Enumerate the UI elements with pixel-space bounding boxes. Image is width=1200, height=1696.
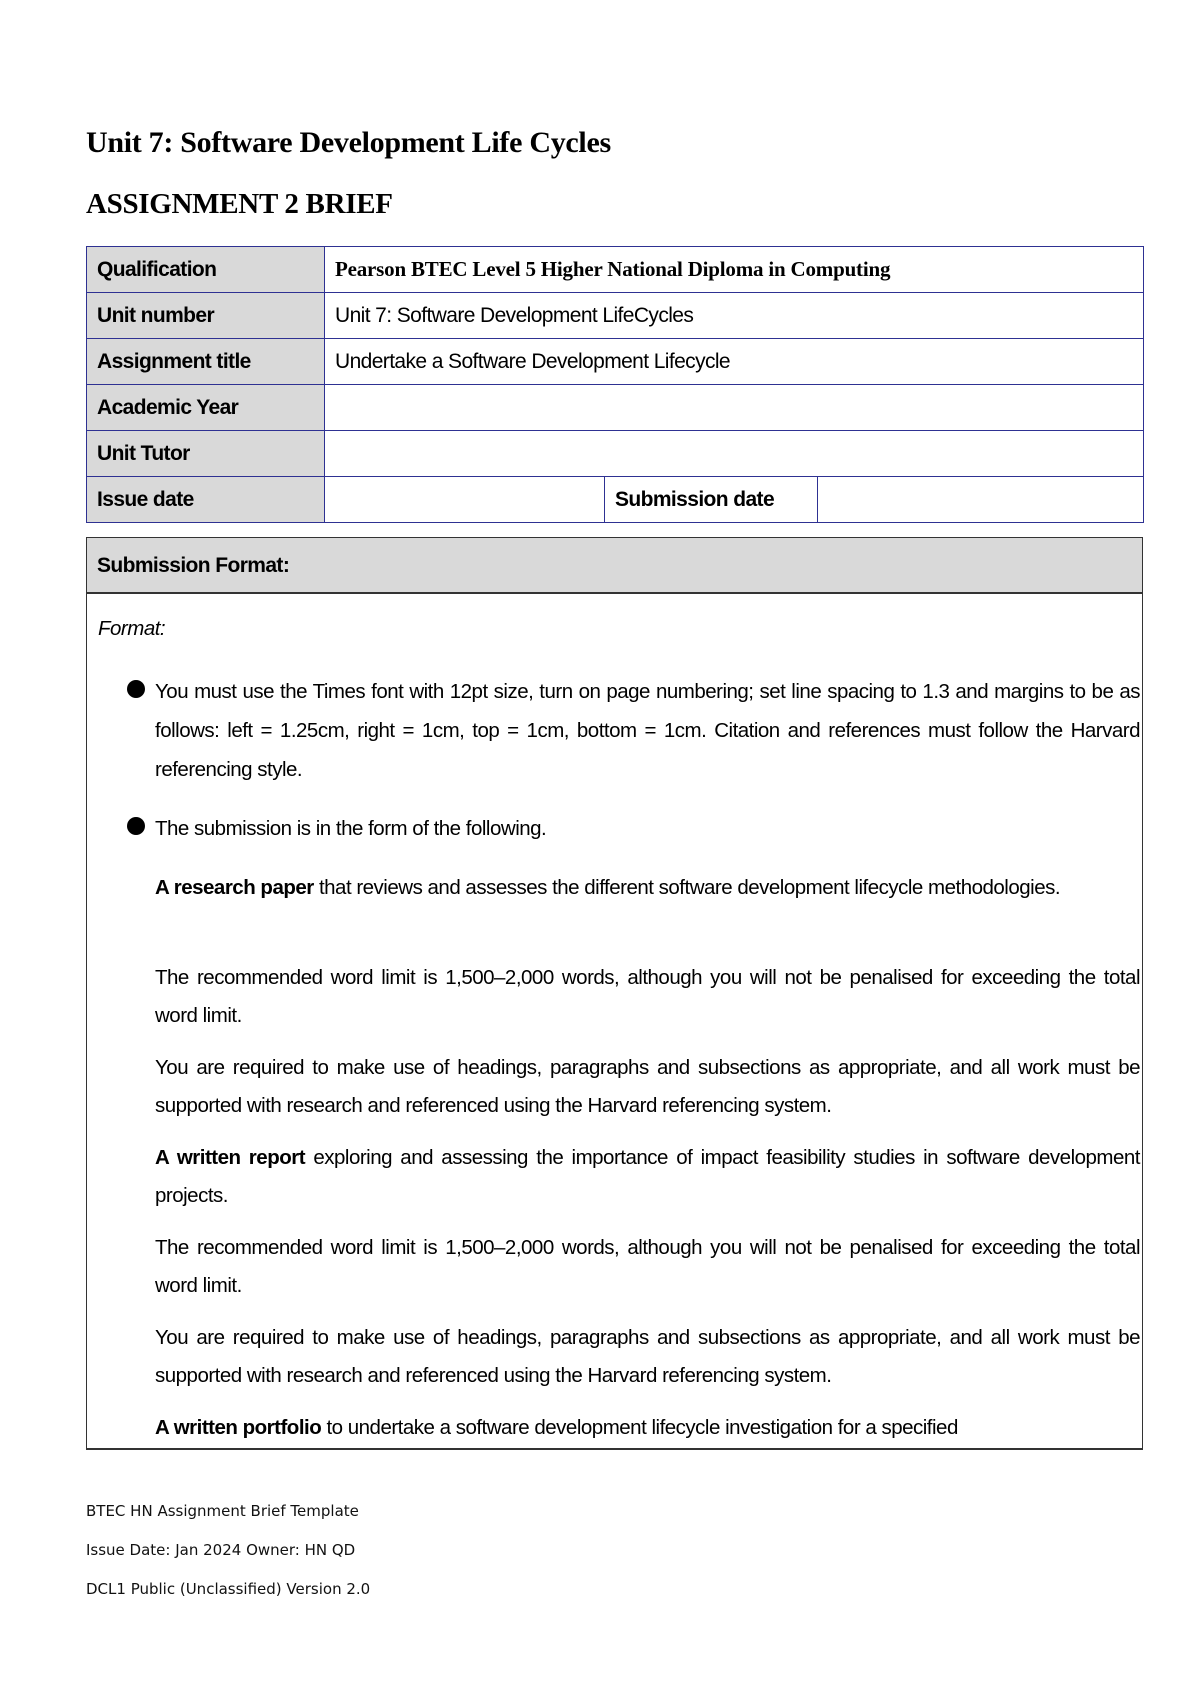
paragraph-research-paper	[155, 869, 1140, 907]
academic-year-label: Academic Year	[87, 385, 325, 431]
table-row-assignment-title	[87, 339, 1144, 385]
table-row-qualification	[87, 247, 1144, 293]
paragraph-text: that reviews and assesses the different software development lifecycle methodologies.	[313, 876, 1061, 899]
paragraph-text: You are required to make use of headings, paragraphs and subsections as appropriate, and all work must be supported with research and referenced using the Harvard referencing system.	[155, 1056, 1140, 1117]
submission-format-heading: Submission Format:	[87, 538, 1142, 594]
unit-number-label: Unit number	[87, 293, 325, 339]
paragraph-bold-lead: A research paper	[155, 876, 314, 899]
paragraph-written-portfolio	[155, 1409, 1140, 1447]
table-row-academic-year	[87, 385, 1144, 431]
paragraph-text: The recommended word limit is 1,500–2,000 words, although you will not be penalised for exceeding the total word limit.	[155, 966, 1140, 1027]
paragraph-word-limit-1	[155, 959, 1140, 1035]
format-label: Format:	[98, 617, 166, 640]
table-row-unit-number	[87, 293, 1144, 339]
assignment-title-label: Assignment title	[87, 339, 325, 385]
qualification-value: Pearson BTEC Level 5 Higher National Diploma in Computing	[325, 247, 1144, 293]
paragraph-written-report	[155, 1139, 1140, 1215]
table-row-dates	[87, 477, 1144, 523]
assignment-info-table	[86, 246, 1144, 523]
bullet-text: The submission is in the form of the following.	[155, 817, 547, 840]
bullet-icon	[127, 680, 145, 698]
paragraph-headings-2	[155, 1319, 1140, 1395]
bullet-icon	[127, 817, 145, 835]
qualification-label: Qualification	[87, 247, 325, 293]
issue-date-value	[325, 477, 605, 523]
unit-number-value: Unit 7: Software Development LifeCycles	[325, 293, 1144, 339]
academic-year-value	[325, 385, 1144, 431]
issue-date-label: Issue date	[87, 477, 325, 523]
table-row-unit-tutor	[87, 431, 1144, 477]
submission-format-section	[86, 537, 1143, 1450]
paragraph-bold-lead: A written portfolio	[155, 1416, 322, 1439]
paragraph-text: The recommended word limit is 1,500–2,000 words, although you will not be penalised for exceeding the total word limit.	[155, 1236, 1140, 1297]
paragraph-headings-1	[155, 1049, 1140, 1125]
unit-title: Unit 7: Software Development Life Cycles	[86, 126, 611, 159]
unit-tutor-value	[325, 431, 1144, 477]
footer-template-name: BTEC HN Assignment Brief Template	[86, 1502, 359, 1520]
assignment-brief-title: ASSIGNMENT 2 BRIEF	[86, 188, 393, 220]
paragraph-text: You are required to make use of headings, paragraphs and subsections as appropriate, and all work must be supported with research and referenced using the Harvard referencing system.	[155, 1326, 1140, 1387]
submission-date-label: Submission date	[605, 477, 818, 523]
submission-date-value	[818, 477, 1144, 523]
paragraph-text: to undertake a software development lifecycle investigation for a specified	[321, 1416, 958, 1439]
assignment-title-value: Undertake a Software Development Lifecycle	[325, 339, 1144, 385]
paragraph-text: exploring and assessing the importance of impact feasibility studies in software development projects.	[155, 1146, 1140, 1207]
footer-classification-version: DCL1 Public (Unclassified) Version 2.0	[86, 1580, 371, 1598]
unit-tutor-label: Unit Tutor	[87, 431, 325, 477]
paragraph-bold-lead: A written report	[155, 1146, 306, 1169]
paragraph-word-limit-2	[155, 1229, 1140, 1305]
footer-issue-owner: Issue Date: Jan 2024 Owner: HN QD	[86, 1541, 356, 1559]
bullet-text: You must use the Times font with 12pt size, turn on page numbering; set line spacing to 1.3 and margins to be as follows: left = 1.25cm, right = 1cm, top = 1cm, bottom = 1cm. Citation and references must follow the Harvard referencing style.	[155, 680, 1140, 781]
